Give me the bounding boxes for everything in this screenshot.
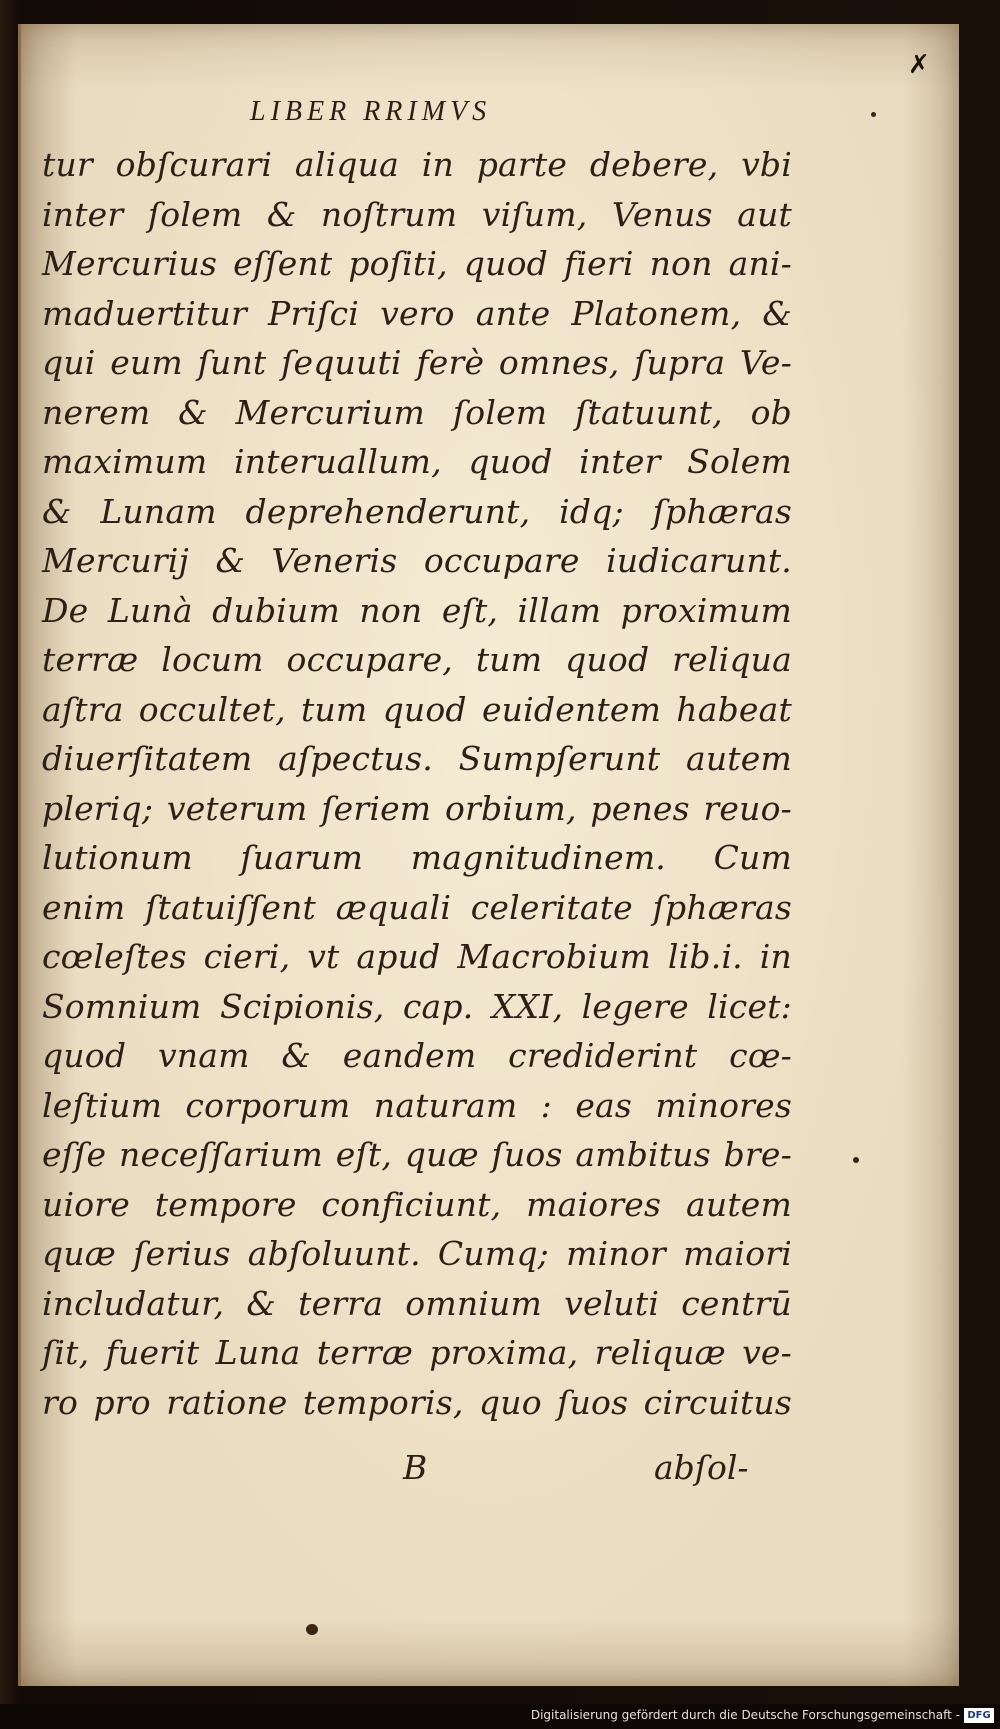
text-line: tur obſcurari aliqua in parte debere, vbi	[42, 145, 792, 184]
text-line: eſſe neceſſarium eſt, quæ ſuos ambitus bre-	[42, 1135, 792, 1174]
corner-mark: ✗	[908, 50, 930, 80]
footer-credit: Digitalisierung gefördert durch die Deutsche Forschungsgemeinschaft -	[530, 1708, 960, 1722]
running-head: LIBER RRIMVS	[250, 96, 492, 127]
text-line: cœleſtes cieri, vt apud Macrobium lib.i. in	[42, 937, 792, 976]
text-line: Mercurij & Veneris occupare iudicarunt.	[42, 541, 792, 580]
signature-mark: B	[403, 1448, 428, 1487]
text-line: leſtium corporum naturam : eas minores	[42, 1085, 792, 1125]
text-line: pleriq; veterum ſeriem orbium, penes reuo-	[42, 788, 792, 828]
body-text	[42, 140, 792, 1427]
text-line: lutionum ſuarum magnitudinem. Cum	[42, 838, 792, 877]
text-line: diuerſitatem aſpectus. Sumpſerunt autem	[42, 739, 792, 778]
ink-speck	[871, 112, 876, 117]
text-line: nerem & Mercurium ſolem ſtatuunt, ob	[42, 392, 792, 432]
text-line: Somnium Scipionis, cap. XXI, legere licet:	[42, 986, 792, 1026]
text-line: ſit, fuerit Luna terræ proxima, reliquæ ve-	[42, 1333, 792, 1372]
text-line: quod vnam & eandem crediderint cœ-	[42, 1036, 792, 1075]
text-line: maximum interuallum, quod inter Solem	[42, 442, 792, 481]
text-line: aſtra occultet, tum quod euidentem habeat	[42, 689, 792, 729]
dfg-logo: DFG	[964, 1708, 994, 1723]
text-line: inter ſolem & noſtrum viſum, Venus aut	[42, 194, 792, 234]
text-line: includatur, & terra omnium veluti centrū	[42, 1283, 792, 1323]
text-line: Mercurius eſſent poſiti, quod fieri non ani-	[42, 244, 792, 283]
text-line: enim ſtatuiſſent æquali celeritate ſphæras	[42, 887, 792, 927]
ink-speck	[853, 1157, 859, 1163]
text-line: maduertitur Priſci vero ante Platonem, &	[42, 293, 792, 333]
text-line: terræ locum occupare, tum quod reliqua	[42, 640, 792, 679]
ink-speck	[306, 1624, 318, 1635]
text-line: quæ ſerius abſoluunt. Cumq; minor maiori	[42, 1234, 792, 1273]
text-line: De Lunà dubium non eſt, illam proximum	[42, 590, 792, 630]
text-line: & Lunam deprehenderunt, idq; ſphæras	[42, 491, 792, 531]
text-line: uiore tempore conficiunt, maiores autem	[42, 1184, 792, 1224]
text-line: qui eum ſunt ſequuti ferè omnes, ſupra Ve-	[42, 343, 792, 382]
catchword: abſol-	[654, 1448, 749, 1487]
text-line: ro pro ratione temporis, quo ſuos circuitus	[42, 1382, 792, 1422]
